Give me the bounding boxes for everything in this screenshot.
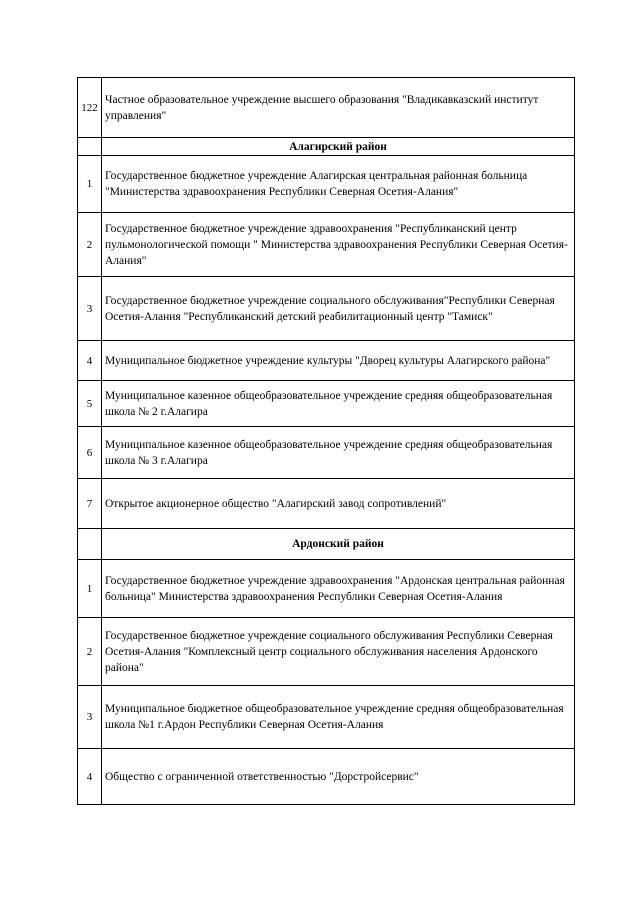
table-row bbox=[78, 381, 575, 427]
table-row bbox=[78, 749, 575, 805]
row-number: 2 bbox=[78, 213, 102, 277]
organization-name: Муниципальное бюджетное общеобразовательное учреждение средняя общеобразовательная школа №1 г.Ардон Республики Северная Осетия-Алания bbox=[102, 686, 575, 749]
table-row bbox=[78, 618, 575, 686]
organization-name: Общество с ограниченной ответственностью "Дорстройсервис" bbox=[102, 749, 575, 805]
district-heading: Ардонский район bbox=[102, 529, 575, 560]
district-heading: Алагирский район bbox=[102, 138, 575, 156]
row-number: 3 bbox=[78, 686, 102, 749]
row-number bbox=[78, 138, 102, 156]
table-row bbox=[78, 277, 575, 341]
row-number: 1 bbox=[78, 560, 102, 618]
section-header-row bbox=[78, 529, 575, 560]
organization-name: Муниципальное бюджетное учреждение культуры "Дворец культуры Алагирского района" bbox=[102, 341, 575, 381]
table-row bbox=[78, 686, 575, 749]
organization-name: Государственное бюджетное учреждение здравоохранения "Республиканский центр пульмонологической помощи " Министерства здравоохранения Республики Северная Осетия-Алания" bbox=[102, 213, 575, 277]
organization-name: Муниципальное казенное общеобразовательное учреждение средняя общеобразовательная школа № 3 г.Алагира bbox=[102, 427, 575, 479]
row-number: 3 bbox=[78, 277, 102, 341]
table-row bbox=[78, 78, 575, 138]
organization-name: Муниципальное казенное общеобразовательное учреждение средняя общеобразовательная школа № 2 г.Алагира bbox=[102, 381, 575, 427]
table-row bbox=[78, 156, 575, 213]
row-number: 1 bbox=[78, 156, 102, 213]
row-number: 7 bbox=[78, 479, 102, 529]
table-row bbox=[78, 479, 575, 529]
organization-name: Государственное бюджетное учреждение социального обслуживания"Республики Северная Осетия-Алания "Республиканский детский реабилитационный центр "Тамиск" bbox=[102, 277, 575, 341]
organization-name: Государственное бюджетное учреждение Алагирская центральная районная больница "Министерства здравоохранения Республики Северная Осетия-Алания" bbox=[102, 156, 575, 213]
organization-name: Государственное бюджетное учреждение социального обслуживания Республики Северная Осетия-Алания "Комплексный центр социального обслуживания населения Ардонского района" bbox=[102, 618, 575, 686]
row-number bbox=[78, 529, 102, 560]
organization-name: Государственное бюджетное учреждение здравоохранения "Ардонская центральная районная больница" Министерства здравоохранения Республики Северная Осетия-Алания bbox=[102, 560, 575, 618]
table-row bbox=[78, 560, 575, 618]
organization-name: Открытое акционерное общество "Алагирский завод сопротивлений" bbox=[102, 479, 575, 529]
row-number: 4 bbox=[78, 749, 102, 805]
table-row bbox=[78, 427, 575, 479]
row-number: 6 bbox=[78, 427, 102, 479]
table-row bbox=[78, 341, 575, 381]
row-number: 4 bbox=[78, 341, 102, 381]
row-number: 122 bbox=[78, 78, 102, 138]
table-row bbox=[78, 213, 575, 277]
organization-name: Частное образовательное учреждение высшего образования "Владикавказский институт управления" bbox=[102, 78, 575, 138]
organizations-table bbox=[77, 77, 575, 805]
section-header-row bbox=[78, 138, 575, 156]
row-number: 5 bbox=[78, 381, 102, 427]
row-number: 2 bbox=[78, 618, 102, 686]
